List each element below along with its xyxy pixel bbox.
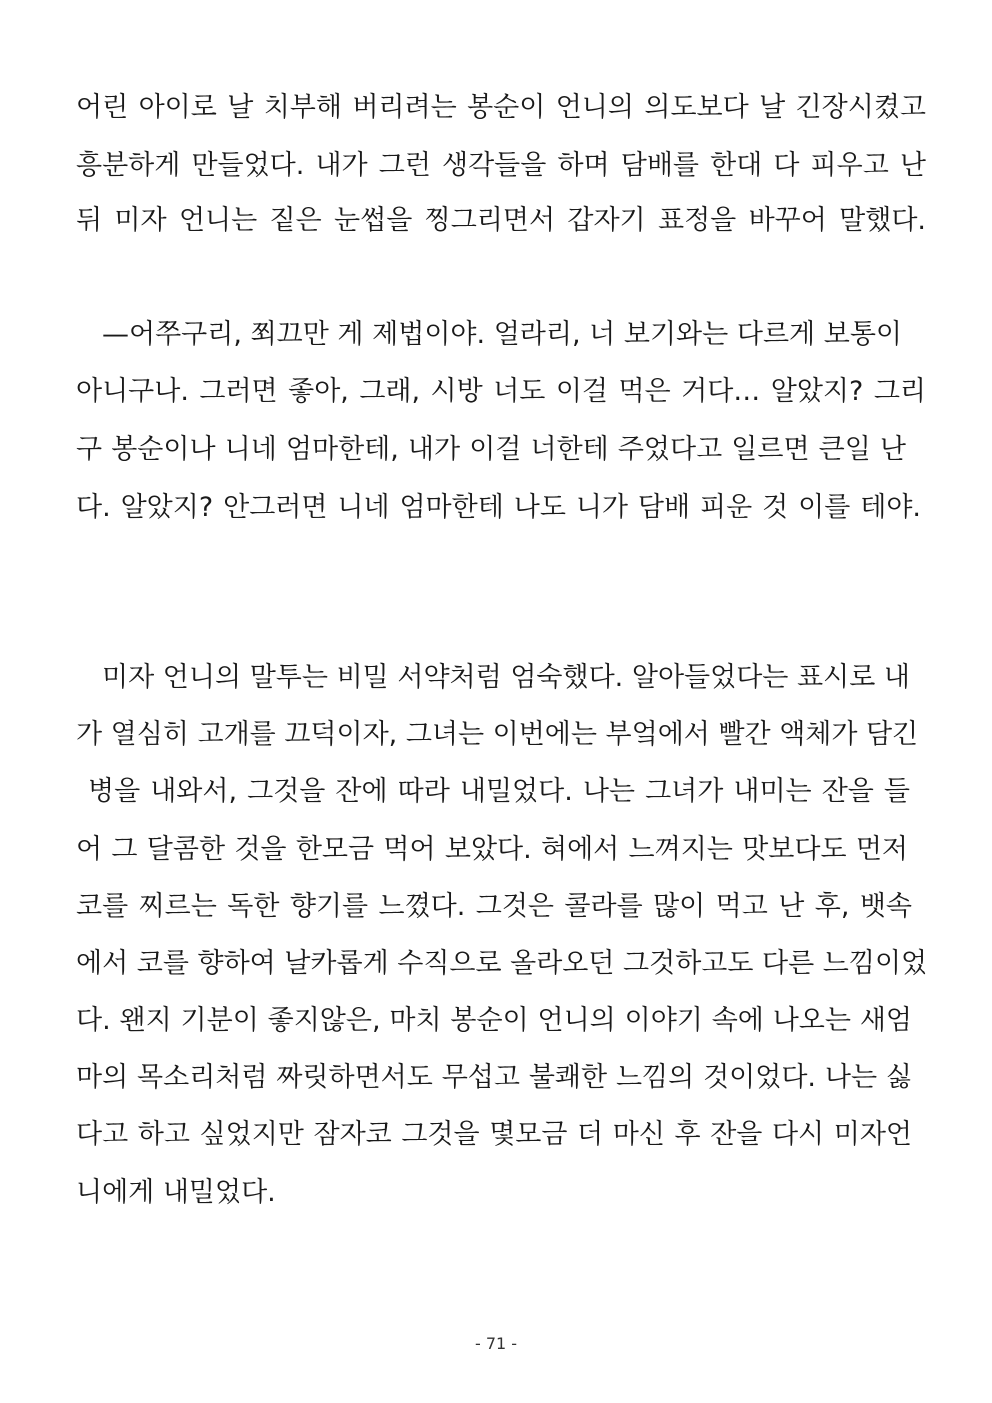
paragraph-3-line-9: 다고 하고 싶었지만 잠자코 그것을 몇모금 더 마신 후 잔을 다시 미자언 — [76, 1119, 912, 1150]
paragraph-1-line-2: 흥분하게 만들었다. 내가 그런 생각들을 하며 담배를 한대 다 피우고 난 — [76, 150, 926, 181]
paragraph-3-line-2: 가 열심히 고개를 끄덕이자, 그녀는 이번에는 부엌에서 빨간 액체가 담긴 — [76, 719, 919, 750]
page-number: - 71 - — [474, 1334, 518, 1353]
paragraph-2-line-4: 다. 알았지? 안그러면 니네 엄마한테 나도 니가 담배 피운 것 이를 테야. — [76, 492, 921, 523]
paragraph-3-line-4: 어 그 달콤한 것을 한모금 먹어 보았다. 혀에서 느껴지는 맛보다도 먼저 — [76, 834, 908, 865]
paragraph-3-line-7: 다. 왠지 기분이 좋지않은, 마치 봉순이 언니의 이야기 속에 나오는 새엄 — [76, 1005, 912, 1036]
paragraph-2-line-1: —어쭈구리, 쬐끄만 게 제법이야. 얼라리, 너 보기와는 다르게 보통이 — [102, 319, 902, 350]
paragraph-3-line-10: 니에게 내밀었다. — [76, 1177, 276, 1208]
paragraph-2-line-2: 아니구나. 그러면 좋아, 그래, 시방 너도 이걸 먹은 거다… 알았지? 그리 — [76, 376, 926, 407]
paragraph-3-line-1: 미자 언니의 말투는 비밀 서약처럼 엄숙했다. 알아들었다는 표시로 내 — [102, 662, 910, 693]
paragraph-3-line-6: 에서 코를 향하여 날카롭게 수직으로 올라오던 그것하고도 다른 느낌이었 — [76, 948, 928, 979]
paragraph-3-line-3: 병을 내와서, 그것을 잔에 따라 내밀었다. 나는 그녀가 내미는 잔을 들 — [88, 776, 910, 807]
paragraph-3-line-5: 코를 찌르는 독한 향기를 느꼈다. 그것은 콜라를 많이 먹고 난 후, 뱃속 — [76, 891, 912, 922]
paragraph-1-line-1: 어린 아이로 날 치부해 버리려는 봉순이 언니의 의도보다 날 긴장시켰고 — [76, 92, 926, 123]
paragraph-2-line-3: 구 봉순이나 니네 엄마한테, 내가 이걸 너한테 주었다고 일르면 큰일 난 — [76, 434, 906, 465]
paragraph-3-line-8: 마의 목소리처럼 짜릿하면서도 무섭고 불쾌한 느낌의 것이었다. 나는 싫 — [76, 1062, 912, 1093]
paragraph-1-line-3: 뒤 미자 언니는 짙은 눈썹을 찡그리면서 갑자기 표정을 바꾸어 말했다. — [76, 205, 926, 236]
